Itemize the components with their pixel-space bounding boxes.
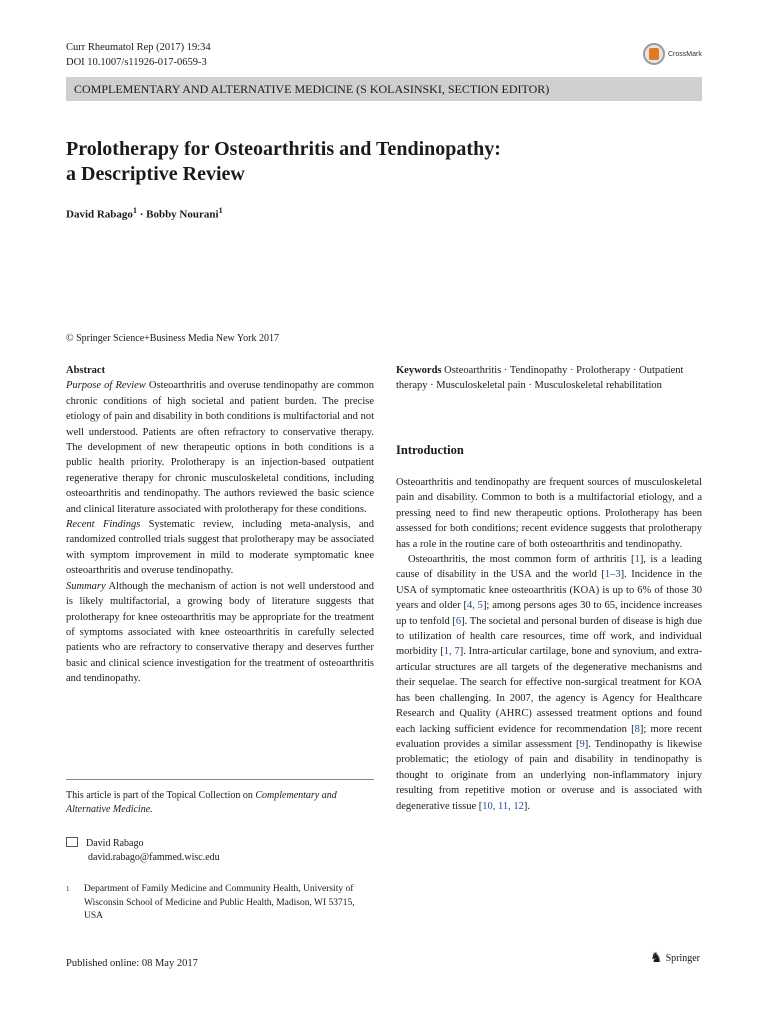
author-list: [66, 206, 223, 221]
introduction-body: [396, 475, 702, 814]
journal-line: Curr Rheumatol Rep (2017) 19:34: [66, 42, 211, 53]
keywords-section: [396, 363, 702, 394]
citation-link[interactable]: 1–3: [604, 569, 621, 581]
citation-link[interactable]: 6: [455, 615, 462, 627]
publisher-logo[interactable]: [650, 950, 700, 967]
affiliation-number: 1: [66, 885, 70, 893]
springer-horse-icon: ♞: [650, 951, 663, 966]
published-date: Published online: 08 May 2017: [66, 958, 198, 969]
findings-text: Systematic review, including meta-analysis, and randomized controlled trials suggest that prolotherapy may be associated with symptom improvement in mild to moderate symptomatic knee osteoarthritis and overuse tendinopathy.: [66, 519, 375, 577]
topical-collection-name: Complementary and Alternative Medicine.: [66, 790, 337, 815]
citation-link[interactable]: 4, 5: [466, 600, 483, 612]
affiliation-marker: 1: [132, 206, 137, 215]
abstract-findings: [66, 517, 374, 579]
title-line-2: a Descriptive Review: [66, 163, 245, 185]
paragraph-text: ]. Intra-articular cartilage, bone and synovium, and extra-articular structures are all targets of the degenerative mechanisms and their sequelae. The search for effective non-surgical treatment for KOA has been challenging. In 2007, the agency is Agency for Healthcare Research and Quality (AHRC) assessed treatment options and found each lacking sufficient evidence for recommendation [: [396, 646, 702, 735]
paragraph-text: ]; more recent evaluation provides a similar assessment [: [396, 723, 702, 750]
doi-line[interactable]: DOI 10.1007/s11926-017-0659-3: [66, 57, 207, 68]
summary-text: Although the mechanism of action is not well understood and is likely multifactorial, a growing body of literature suggests that prolotherapy for knee osteoarthritis may be appropriate for the treatment of symptoms associated with knee osteoarthritis in carefully selected patients who are refractory to conservative therapy and deserves further basic and clinical science investigation for the treatment of osteoarthritis and tendinopathy.: [66, 580, 374, 685]
abstract-purpose: [66, 378, 374, 517]
paragraph-text: ]. Tendinopathy is likewise problematic; the etiology of pain and disability in tendinopathy is thought to originate from an underlying non-inflammatory injury resulting from repetitive motion or overuse and is associated with degenerative tissue [: [396, 738, 703, 812]
introduction-heading: Introduction: [396, 443, 464, 457]
corresponding-author: [66, 836, 220, 865]
citation-link[interactable]: 10, 11, 12: [482, 800, 524, 812]
purpose-label: Purpose of Review: [66, 380, 146, 392]
paragraph-text: ].: [523, 800, 531, 812]
paragraph-text: ]. Incidence in the USA of symptomatic knee osteoarthritis (KOA) is up to 6% of those 30 years and older [: [396, 569, 702, 612]
paragraph-text: ], is a leading cause of disability in the USA and the world [: [396, 554, 702, 581]
contact-name: David Rabago: [86, 838, 144, 849]
summary-label: Summary: [66, 580, 106, 592]
author-name[interactable]: Bobby Nourani: [146, 208, 219, 221]
intro-paragraph-1: Osteoarthritis and tendinopathy are frequent sources of musculoskeletal pain and disability. Common to both is a multifactorial etiology, and a pressing need to find new therapeutic options. Prolotherapy has been assessed for both conditions; recent evidence suggests that prolotherapy has a role in the routine care of both osteoarthritis and tendinopathy.: [396, 477, 702, 550]
paragraph-text: Osteoarthritis, the most common form of arthritis [: [408, 554, 635, 566]
abstract-section: [66, 363, 374, 687]
affiliation-marker: 1: [218, 206, 223, 215]
footnote-divider: [66, 779, 374, 780]
abstract-summary: [66, 579, 374, 687]
topical-collection-note: [66, 789, 374, 817]
keywords-label: Keywords: [396, 365, 442, 376]
keywords-text: Osteoarthritis · Tendinopathy · Prolotherapy · Outpatient therapy · Musculoskeletal pain · Musculoskeletal rehabilitation: [396, 365, 684, 392]
author-name[interactable]: David Rabago: [66, 208, 133, 221]
findings-label: Recent Findings: [66, 519, 141, 531]
citation-link[interactable]: 9: [579, 738, 585, 750]
envelope-icon: [66, 837, 78, 847]
contact-email[interactable]: david.rabago@fammed.wisc.edu: [88, 852, 220, 863]
author-separator: ·: [136, 208, 147, 221]
crossmark-icon: [643, 43, 665, 65]
intro-paragraph-2: [396, 552, 702, 814]
article-title: [66, 137, 666, 187]
copyright-notice: © Springer Science+Business Media New York 2017: [66, 333, 279, 344]
title-line-1: Prolotherapy for Osteoarthritis and Tendinopathy:: [66, 138, 501, 160]
section-banner: COMPLEMENTARY AND ALTERNATIVE MEDICINE (S KOLASINSKI, SECTION EDITOR): [66, 77, 702, 101]
topical-prefix: This article is part of the Topical Collection on: [66, 790, 256, 801]
paragraph-text: ]; among persons ages 30 to 65, incidence increases up to tenfold [: [396, 600, 702, 627]
publisher-name: Springer: [665, 953, 701, 964]
purpose-text: Osteoarthritis and overuse tendinopathy are common chronic conditions of high societal and patient burden. The precise etiology of pain and disability in both conditions is multifactorial and not well understood. Patients are often refractory to conservative therapy. The development of new therapeutic options in both conditions is a public health priority. Prolotherapy is an injection-based outpatient regenerative therapy for chronic musculoskeletal conditions, including osteoarthritis and tendinopathy. The authors reviewed the basic science and clinical literature associated with prolotherapy for these conditions.: [66, 380, 375, 515]
journal-reference: [66, 40, 211, 70]
citation-link[interactable]: 1: [634, 554, 640, 566]
crossmark-label: CrossMark: [668, 50, 702, 58]
crossmark-badge[interactable]: [643, 43, 702, 65]
citation-link[interactable]: 8: [634, 723, 640, 735]
affiliation-text: Department of Family Medicine and Community Health, University of Wisconsin School of Medicine and Public Health, Madison, WI 53715, USA: [84, 884, 355, 921]
paragraph-text: ]. The societal and personal burden of disease is high due to utilization of health care resources, time off work, and individual morbidity [: [396, 615, 702, 658]
affiliation: [66, 883, 374, 924]
abstract-heading: Abstract: [66, 365, 106, 376]
citation-link[interactable]: 1, 7: [443, 646, 460, 658]
